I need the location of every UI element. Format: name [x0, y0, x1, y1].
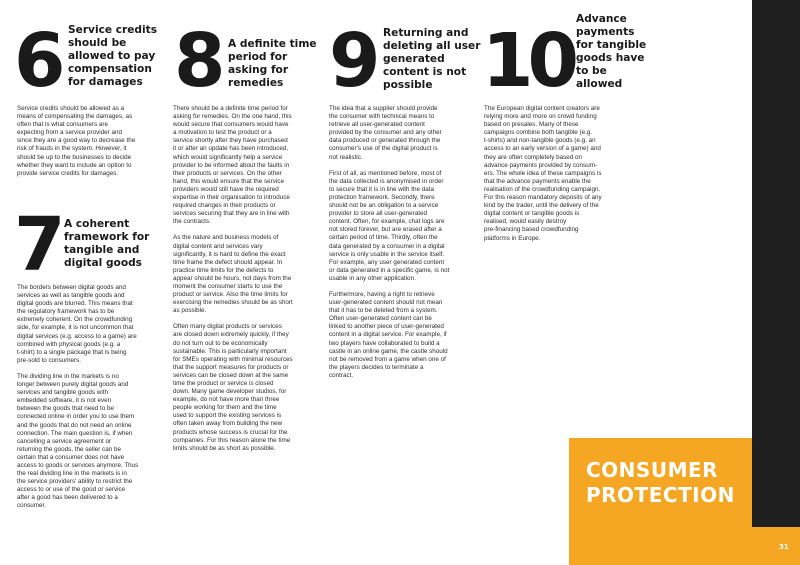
section-8-body [173, 105, 321, 461]
banner-title: CONSUMER PROTECTION [586, 458, 735, 507]
section-10-number: 10 [482, 18, 573, 104]
paragraph: As the nature and business models of digital content and services vary significantly, it is hard to define the exact time frame the defect should appear. In practice time limits for the defects to appear should be hours, not days from the moment the consumer starts to use the product or service. Also the time limits for exercising the remedies should be as short as possible. [173, 234, 293, 315]
section-10-body [484, 105, 634, 251]
page-number: 31 [779, 543, 789, 551]
section-9-number: 9 [329, 18, 377, 104]
right-edge-strip [752, 0, 800, 565]
section-7-body [17, 284, 165, 519]
section-8-heading: A definite time period for asking for remedies [228, 38, 317, 89]
section-10-heading: Advance payments for tangible goods have to be allowed [576, 13, 647, 90]
paragraph: Service credits should be allowed as a means of compensating the damages, as often that is what consumers are expecting from a service provider and since they are a good way to decrease the risk of frauds in the system. However, it should be up to the businesses to decide whether they want to include an option to provide service credits for damages. [17, 105, 136, 177]
paragraph: There should be a definite time period for asking for remedies. On the one hand, this would secure that consumers would have a motivation to test the product or a service shortly after they have purchased it or after an update has been introduced, which would significantly help a service provider to be informed about the faults in their products or services. On the other hand, this would ensure that the service providers would still have the required expertise in their organisation to introduce required changes in their products or services securing that they are in line with the contracts. [173, 105, 292, 226]
paragraph: The idea that a supplier should provide the consumer with technical means to retrieve all user-generated content provided by the consumer and any other data produced or generated through the consumer's use of the digital product is not realistic. [329, 105, 442, 161]
consumer-protection-banner [569, 438, 752, 527]
section-6-number: 6 [14, 18, 62, 104]
section-9-heading: Returning and deleting all user generated content is not possible [383, 27, 481, 91]
page-footer-bar [569, 527, 800, 565]
paragraph: The borders between digital goods and services as well as tangible goods and digital goods are blurred. This means that the regulatory framework has to be extremely coherent. On the crowdfunding side, for example, it is not uncommon that digital services (e.g. access to a game) are combined with physical goods (e.g. a t-shirt) to a single package that is being pre-sold to consumers. [17, 284, 137, 364]
section-6-heading: Service credits should be allowed to pay compensation for damages [68, 24, 158, 88]
section-9-body [329, 105, 477, 388]
section-6-body [17, 105, 165, 186]
section-8-number: 8 [174, 18, 222, 104]
section-7-number: 7 [14, 202, 62, 288]
paragraph: The European digital content creators are relying more and more on crowd funding based on presales. Many of these campaigns combine both tangible (e.g. t-shirts) and non-tangible goods (e.g. an access to an early version of a game) and they are often completely based on advance payments provided by consum- ers. The whole idea of these campaigns is that the advance payments enable the realisation of the crowdfunding campaign. For this reason mandatory deposits of any kind by the trader, until the delivery of the digital content or tangible goods is realised, would easily destroy pre-financing based crowdfunding platforms in Europe. [484, 105, 602, 242]
paragraph: The dividing line in the markets is no longer between purely digital goods and services and tangible goods with embedded software, it is not even between the goods that need to be connected online in order you to use them and the goods that do not need an online connection. The main question is, if when cancelling a service agreement or returning the goods, the seller can be certain that a consumer does not have access to goods or services anymore. Thus the real dividing line in the markets is in the service providers' ability to restrict the access to or use of the good or service after a good has been delivered to a consumer. [17, 372, 139, 510]
paragraph: Often many digital products or services are closed down extremely quickly, if they do not turn out to be economically sustainable. This is particularly important for SMEs operating with minimal resources that the support measures for products or services can be closed down at the same time the product or service is closed down. Many game developer studios, for example, do not have more than three people working for them and the time used to support the existing services is often taken away from building the new products whose success is crucial for the companies. For this reason alone the time limits should be as short as possible. [173, 323, 293, 452]
section-7-heading: A coherent framework for tangible and digital goods [64, 218, 150, 269]
paragraph: First of all, as mentioned before, most of the data collected is anonymised in order to secure that it is in line with the data protection framework. Secondly, there should not be an obligation to a service provider to store all user-generated content. Often, for example, chat logs are not stored forever, but are erased after a certain period of time. Thirdly, often the data generated by a consumer in a digital service is only usable in the service itself. For example, any user generated content or data generated in a specific game, is not usable in any other application. [329, 169, 450, 282]
paragraph: Furthermore, having a right to retrieve user-generated content should not mean that it has to be deleted from a system. Often user-generated content can be linked to another piece of user-generated content in a digital service. For example, if two players have collaborated to build a castle in an online game, the castle should not be removed from a game when one of the players decides to terminate a contract. [329, 290, 448, 379]
